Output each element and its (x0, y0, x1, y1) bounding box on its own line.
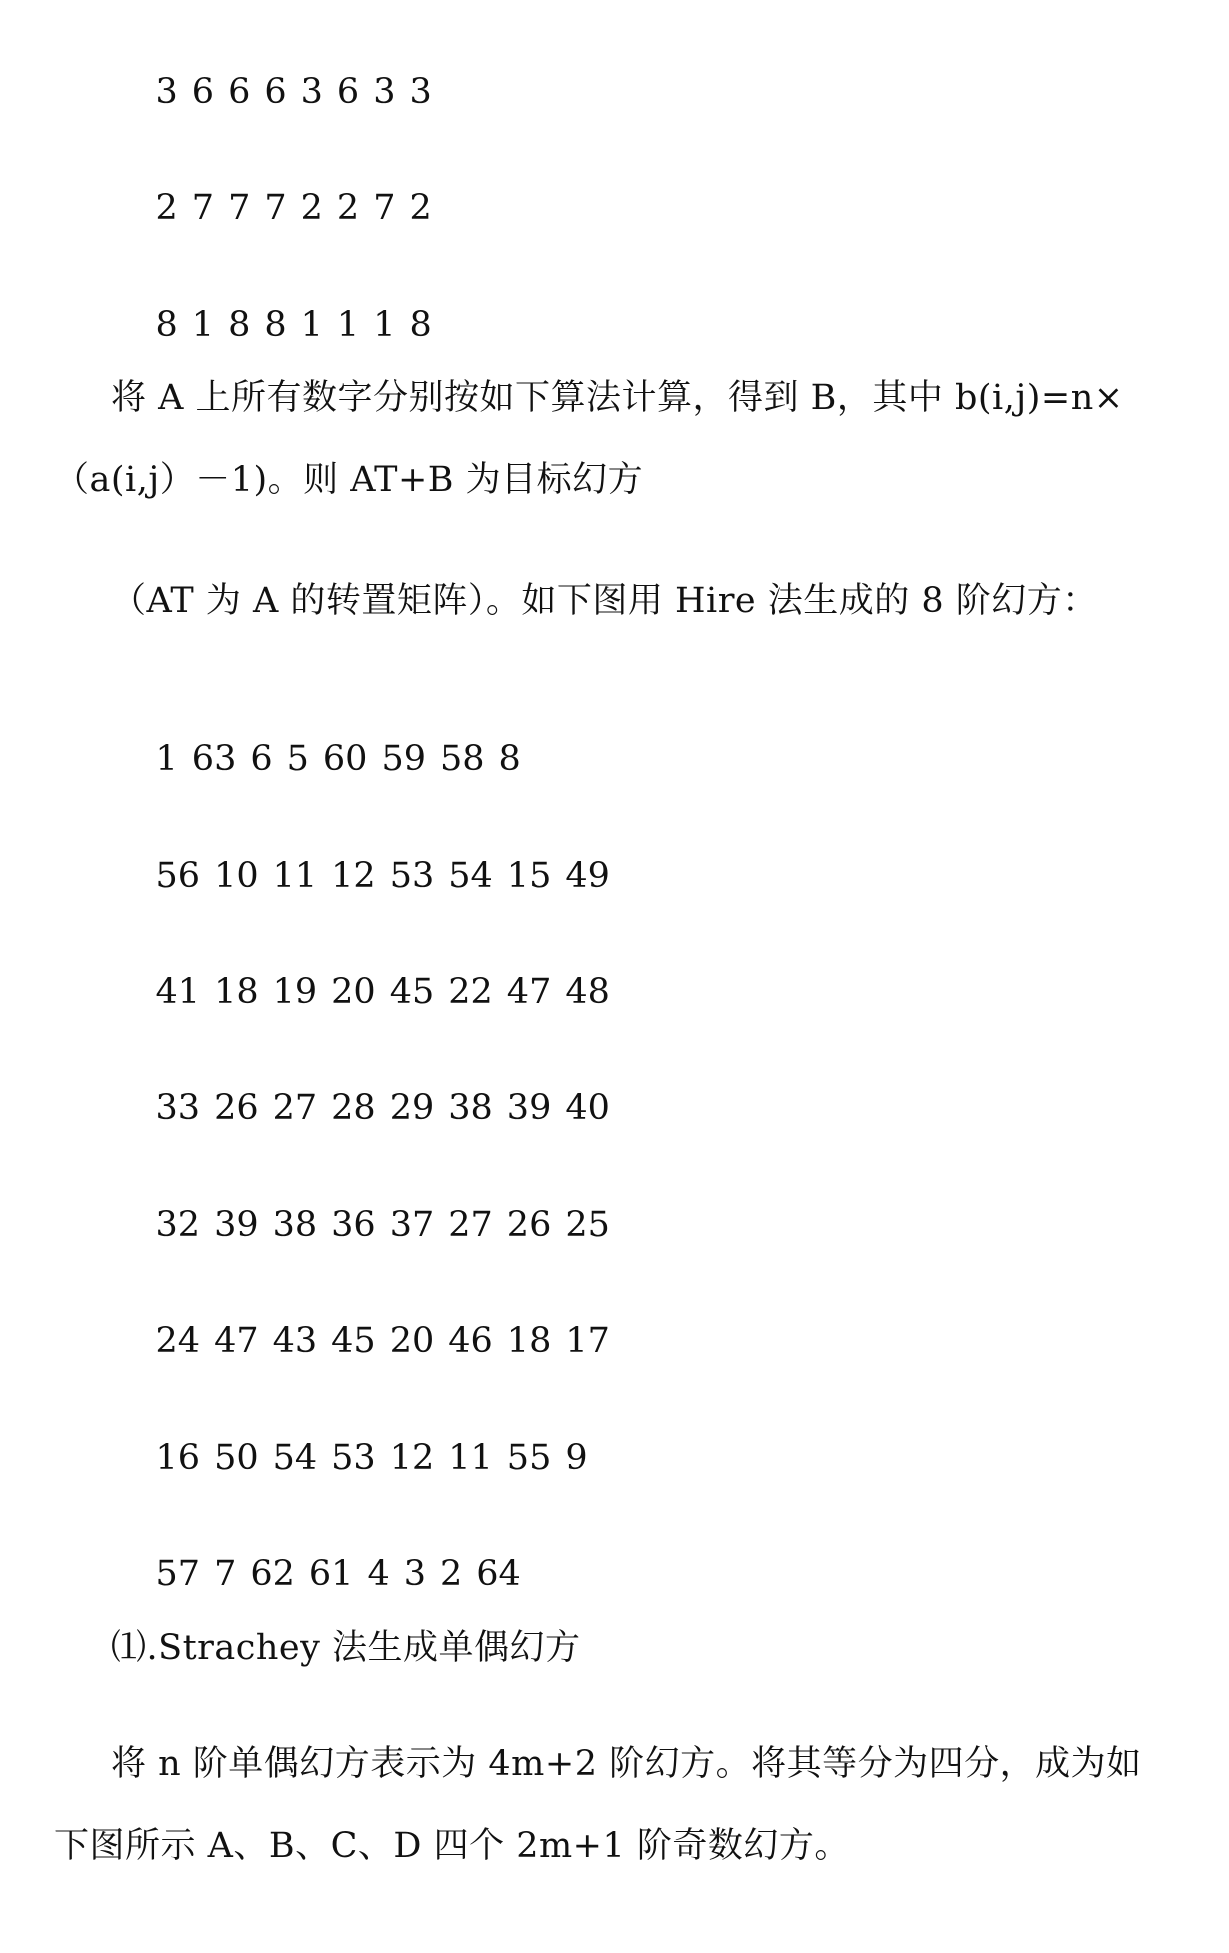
magic-square-cell: 20 (389, 1321, 435, 1361)
magic-square-cell: 45 (331, 1321, 376, 1361)
matrix-cell: 6 (336, 72, 360, 112)
magic-square-cell: 54 (448, 856, 493, 896)
magic-square-cell: 64 (476, 1554, 521, 1594)
matrix-cell: 2 (409, 188, 432, 228)
matrix-cell: 6 (264, 72, 287, 112)
magic-square-cell: 29 (389, 1088, 435, 1128)
magic-square-cell: 60 (322, 739, 368, 779)
matrix-cell: 1 (191, 305, 215, 345)
magic-square-cell: 46 (448, 1321, 493, 1361)
magic-square-cell: 38 (272, 1205, 318, 1245)
matrix-cell: 2 (155, 188, 178, 228)
magic-square-cell: 43 (272, 1321, 318, 1361)
magic-square-cell: 4 (367, 1554, 390, 1594)
matrix-cell: 7 (373, 188, 396, 228)
section-heading: ⑴.Strachey 法生成单偶幻方 (111, 1628, 581, 1668)
magic-square-cell: 63 (191, 739, 237, 779)
magic-square-cell: 37 (389, 1205, 435, 1245)
matrix-cell: 7 (228, 188, 251, 228)
magic-square-cell: 12 (331, 856, 376, 896)
magic-square-cell: 36 (331, 1205, 376, 1245)
magic-square-row (111, 1159, 624, 1291)
magic-square-cell: 2 (440, 1554, 463, 1594)
magic-square-row (111, 1275, 624, 1407)
paragraph-line: （AT 为 A 的转置矩阵）。如下图用 Hire 法生成的 8 阶幻方： (111, 581, 1098, 621)
magic-square-cell: 40 (565, 1088, 610, 1128)
magic-square-cell: 18 (214, 972, 259, 1012)
magic-square-cell: 56 (155, 856, 201, 896)
matrix-cell: 7 (191, 188, 215, 228)
magic-square-cell: 27 (272, 1088, 318, 1128)
magic-square-cell: 16 (155, 1438, 201, 1478)
matrix-cell: 3 (155, 72, 178, 112)
magic-square-cell: 15 (506, 856, 552, 896)
magic-square-cell: 49 (565, 856, 610, 896)
matrix-a-row (111, 26, 446, 158)
matrix-cell: 6 (228, 72, 251, 112)
matrix-a-row (111, 259, 446, 391)
magic-square-cell: 10 (214, 856, 259, 896)
magic-square-cell: 55 (506, 1438, 552, 1478)
matrix-cell: 1 (336, 305, 360, 345)
magic-square-cell: 53 (331, 1438, 376, 1478)
matrix-cell: 3 (373, 72, 396, 112)
magic-square-cell: 57 (155, 1554, 201, 1594)
magic-square-cell: 27 (448, 1205, 493, 1245)
matrix-cell: 3 (409, 72, 432, 112)
magic-square-cell: 3 (403, 1554, 426, 1594)
matrix-cell: 6 (191, 72, 215, 112)
matrix-cell: 2 (336, 188, 360, 228)
magic-square-row (111, 1042, 624, 1174)
magic-square-row (111, 810, 624, 942)
magic-square-cell: 47 (214, 1321, 259, 1361)
magic-square-cell: 25 (565, 1205, 610, 1245)
magic-square-cell: 48 (565, 972, 610, 1012)
magic-square-cell: 9 (565, 1438, 588, 1478)
magic-square-cell: 11 (448, 1438, 493, 1478)
matrix-cell: 1 (300, 305, 323, 345)
magic-square-cell: 33 (155, 1088, 201, 1128)
magic-square-cell: 11 (272, 856, 318, 896)
magic-square-cell: 20 (331, 972, 376, 1012)
magic-square-cell: 5 (286, 739, 309, 779)
matrix-cell: 7 (264, 188, 287, 228)
magic-square-cell: 50 (214, 1438, 259, 1478)
paragraph-line: 下图所示 A、B、C、D 四个 2m+1 阶奇数幻方。 (54, 1826, 850, 1866)
magic-square-cell: 8 (498, 739, 521, 779)
magic-square-cell: 26 (214, 1088, 259, 1128)
magic-square-cell: 39 (506, 1088, 552, 1128)
matrix-cell: 8 (264, 305, 287, 345)
paragraph-line: 将 A 上所有数字分别按如下算法计算，得到 B，其中 b(i,j)=n× (111, 378, 1124, 418)
magic-square-cell: 22 (448, 972, 493, 1012)
magic-square-cell: 61 (308, 1554, 354, 1594)
magic-square-cell: 58 (440, 739, 485, 779)
matrix-cell: 2 (300, 188, 323, 228)
matrix-cell: 8 (228, 305, 251, 345)
matrix-cell: 3 (300, 72, 323, 112)
matrix-a-row (111, 142, 446, 274)
matrix-cell: 8 (409, 305, 432, 345)
magic-square-cell: 54 (272, 1438, 318, 1478)
magic-square-row (111, 926, 624, 1058)
magic-square-cell: 47 (506, 972, 552, 1012)
magic-square-cell: 39 (214, 1205, 259, 1245)
magic-square-cell: 59 (381, 739, 426, 779)
magic-square-cell: 38 (448, 1088, 493, 1128)
magic-square-cell: 28 (331, 1088, 376, 1128)
magic-square-cell: 32 (155, 1205, 201, 1245)
paragraph-line: （a(i,j）－1)。则 AT+B 为目标幻方 (54, 460, 644, 500)
magic-square-cell: 1 (155, 739, 178, 779)
magic-square-cell: 17 (565, 1321, 610, 1361)
matrix-cell: 8 (155, 305, 178, 345)
magic-square-cell: 18 (506, 1321, 552, 1361)
magic-square-row (111, 693, 535, 825)
magic-square-cell: 41 (155, 972, 201, 1012)
magic-square-cell: 24 (155, 1321, 201, 1361)
magic-square-cell: 6 (250, 739, 273, 779)
magic-square-cell: 12 (389, 1438, 435, 1478)
matrix-cell: 1 (373, 305, 396, 345)
paragraph-line: 将 n 阶单偶幻方表示为 4m+2 阶幻方。将其等分为四分，成为如 (111, 1744, 1142, 1784)
magic-square-cell: 53 (389, 856, 435, 896)
magic-square-cell: 26 (506, 1205, 552, 1245)
magic-square-cell: 19 (272, 972, 318, 1012)
magic-square-cell: 45 (389, 972, 435, 1012)
magic-square-cell: 62 (250, 1554, 295, 1594)
magic-square-row (111, 1392, 602, 1524)
magic-square-row (111, 1508, 535, 1640)
magic-square-cell: 7 (214, 1554, 237, 1594)
